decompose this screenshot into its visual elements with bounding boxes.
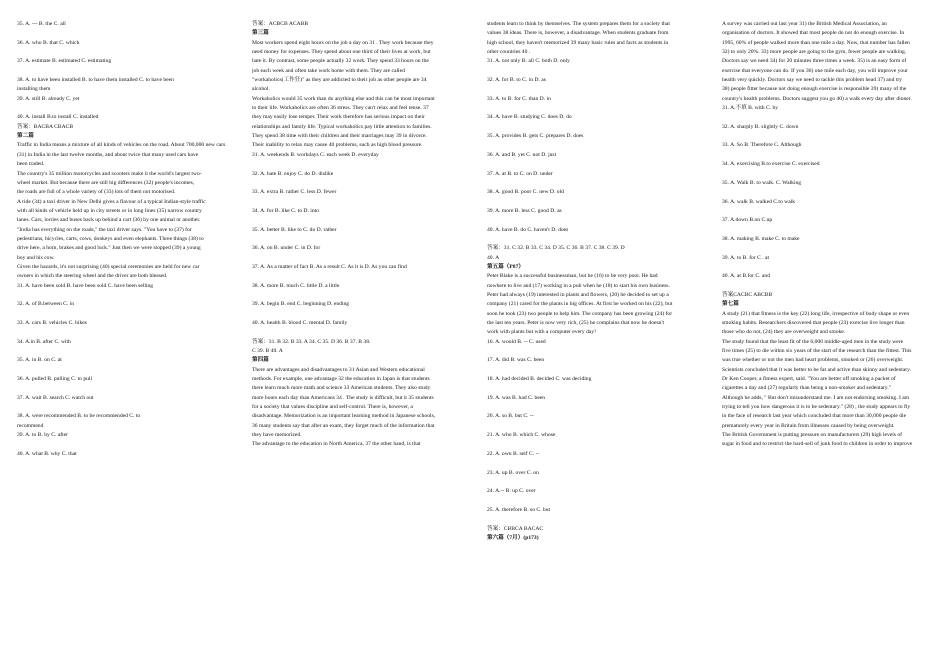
text-line: "India has everything on the roads," the taxi driver says. "You have to (37) for	[17, 226, 192, 233]
text-line: 33. A. So B. Therefore C. Although	[722, 142, 802, 149]
text-line	[17, 328, 235, 337]
text-line	[252, 216, 470, 225]
text-line	[252, 198, 470, 207]
text-line: Scientists concluded that it was better to be fat and active than skinny and sedentary.	[722, 366, 911, 373]
text-line: 40. A. at B.for C. and	[722, 273, 771, 280]
text-line	[17, 29, 235, 38]
text-line	[487, 403, 705, 412]
text-line	[722, 226, 940, 235]
text-line: 37. A. at B. to C. on D. under	[487, 170, 553, 177]
text-line: The country's 35 million motorcycles and scooters make it the world's largest two-	[17, 170, 202, 177]
text-line: 答案：ACBCB ACABB	[252, 21, 309, 27]
text-line	[487, 235, 705, 244]
text-line: 34. A. exercising B.to exercise C. exercised	[722, 161, 820, 168]
text-line	[17, 366, 235, 375]
text-line	[487, 85, 705, 94]
text-line	[722, 170, 940, 179]
text-line: 39. A. begin B. end C. beginning D. ending	[252, 301, 350, 308]
text-line: 31. A. have been sold B. have been sold C. have been selling	[17, 282, 154, 289]
text-line: soon he took (23) two people to help him. The company has been growing (24) for	[487, 310, 673, 317]
text-line: 32. A. for B. to C. in D. as	[487, 77, 546, 84]
text-line: 答案CACBC ABCBB	[722, 291, 773, 298]
text-line: 33. A. extra B. rather C. less D. fewer	[252, 189, 337, 196]
text-line: 38. A. to have been installed B. to have them installed C. to have been	[17, 77, 174, 84]
text-line: exercise that everyone can do. If you 36) one mile each day, you will improve your	[722, 67, 908, 74]
text-line	[252, 160, 470, 169]
text-line: 37. A. wait B. search C. watch out	[17, 394, 94, 401]
text-line: Doctors say we need 34) for 20 minutes three times a week. 35) is an easy form of	[722, 58, 907, 65]
text-line: 20. A. so B. but C. --	[487, 413, 534, 420]
text-line: 36. A. walk B. walked C.to walk	[722, 198, 796, 205]
text-line: A study (21) that fitness is the key (22) long life, irrespective of body shape or even	[722, 310, 910, 317]
text-line: recommend	[17, 422, 44, 429]
text-line: 38. A. making B. make C. to make	[722, 235, 800, 242]
text-line: 40. A. install B.to install C. installed	[17, 114, 99, 121]
text-line: There are advantages and disadvantages to 31 Asian and Western educational	[252, 366, 425, 373]
text-line	[17, 48, 235, 57]
text-line: Their inability to relax may cause 40 problems, such as high blood pressure.	[252, 142, 423, 149]
text-line	[487, 123, 705, 132]
text-line: 33. A. to B. for C. than D. in	[487, 95, 551, 102]
text-line: drive here, a horn, brakes and good luck." Just then we were stopped (39) a young	[17, 245, 201, 252]
section-heading: 第七篇	[722, 301, 739, 308]
text-line: 31. A.不填 B. with C. by	[722, 105, 779, 112]
section-heading: 第四篇	[252, 357, 269, 364]
text-line: boy and his cow.	[17, 254, 55, 261]
text-line: 39. A. still B. already C. yet	[17, 95, 80, 102]
text-line: was true whether or not the men had heart problems, smoked or (26) overweight.	[722, 357, 904, 364]
text-line: 答案：31. B 32. B 33. A 34. C 35. D 36. B 37. B 38.	[252, 338, 371, 345]
text-line: they have memorized.	[252, 432, 302, 439]
text-line: hate it. By contrast, some people actually 32 work. They spend 33 hours on the	[252, 58, 429, 65]
text-line: high school, they haven't memorized 39 many basic rules and facts as students in	[487, 39, 669, 46]
text-line: 38. A. were recommended B. to be recommended C. to	[17, 413, 141, 420]
text-line: Most workers spend eight hours on the job a day on 31 . They work because they	[252, 39, 434, 46]
text-line: 17. A. did B. was C. been	[487, 357, 545, 364]
text-line	[487, 160, 705, 169]
text-line: the last ten years. Peter is now very rich, (25) he complains that now he doesn't	[487, 320, 665, 326]
text-line: organisation of doctors. It showed that most people do not do enough exercise. In	[722, 30, 905, 37]
column-3	[487, 20, 705, 543]
text-line: five times (25) to die within six years of the start of the research than the fittest. This	[722, 348, 912, 355]
text-line	[252, 272, 470, 281]
text-line	[722, 207, 940, 216]
text-line	[252, 310, 470, 319]
text-line	[17, 403, 235, 412]
text-line: 39. A. to B. for C . at	[722, 254, 770, 261]
text-line: 32. A. sharply B. slightly C. down	[722, 123, 799, 130]
text-line	[722, 188, 940, 197]
text-line	[487, 366, 705, 375]
column-4	[722, 20, 940, 450]
text-line: "workaholics(工作狂)" as they are addicted to their job as other people are 34	[252, 77, 427, 84]
text-line	[487, 497, 705, 506]
text-line: 24. A.-- B. up C. over	[487, 488, 536, 495]
text-line	[487, 216, 705, 225]
text-line	[252, 328, 470, 337]
text-line: there learn much more math and science 33 American students. They also study	[252, 385, 431, 392]
text-line: 36. A. who B. that C. which	[17, 39, 80, 46]
text-line	[17, 291, 235, 300]
text-line	[17, 440, 235, 449]
text-line: 32) to only 20%. 33) more people are going to the gym, fewer people are walking.	[722, 49, 907, 56]
text-line: wheel market. But because there are still big differences (32) people's incomes,	[17, 179, 195, 186]
text-line: The study found that the least fit of the 6,000 middle-aged men in the study were	[722, 338, 904, 345]
text-line: 33. A. cars B. vehicles C. bikes	[17, 320, 87, 326]
text-line: 35. A. provides B. gets C. prepares D. does	[487, 133, 584, 140]
section-heading: 第六篇（7月）(p173)	[487, 534, 539, 541]
text-line	[252, 179, 470, 188]
text-line: 37. A. estimate B. estimated C. estimating	[17, 58, 112, 65]
text-line	[487, 515, 705, 524]
text-line: prematurely every year in Britain from illnesses caused by being overweight.	[722, 422, 895, 429]
section-heading: 第二篇	[17, 133, 34, 140]
text-line: values 38 ideas. There is, however, a disadvantage. When students graduate from	[487, 30, 669, 37]
text-line: relationships and family life. Typical workaholics pay little attention to families.	[252, 123, 432, 130]
text-line: 34. A. for B. like C. to D. into	[252, 207, 319, 214]
text-line: with all kinds of vehicle held up in city streets or in long lines (35) narrow country	[17, 207, 202, 214]
text-line: pedestrians, bicycles, carts, cows, donkeys and even elephants. Three things (38) to	[17, 235, 204, 242]
text-line: cigarettes a day and (27) regularly than being a non-smoker and sedentary."	[722, 385, 892, 392]
column-2	[252, 20, 470, 450]
text-line	[487, 347, 705, 356]
text-line: 34. A.in B. after C. with	[17, 338, 71, 345]
text-line: those who do not, (24) they are overweight and smoke.	[722, 329, 846, 336]
text-line	[17, 384, 235, 393]
text-line: to their life. Workaholics are often 36 stress. They can't relax and feel tense. 37	[252, 105, 429, 112]
text-line: Peter had always (19) interested in plants and flowers, (20) he decided to set up a	[487, 291, 669, 298]
text-line: 答案：BACBA CBACB	[17, 123, 74, 130]
text-line: been traded.	[17, 161, 45, 168]
text-line: 38) people fitter because not doing enough exercise is responsible 39) many of the	[722, 86, 907, 93]
text-line: 36. A. on B. under C. in D. for	[252, 245, 321, 252]
text-line: 36 many students say that after an exam, they forget much of the information that	[252, 422, 435, 429]
section-heading: 第五篇（P87）	[487, 263, 524, 270]
text-line	[252, 291, 470, 300]
text-line: 25. A. therefore B. so C. but	[487, 506, 551, 513]
text-line: 34. A. have B. studying C. does D. do	[487, 114, 572, 121]
text-line	[722, 151, 940, 160]
text-line: job each week and often take work home with them. They are called	[252, 67, 405, 74]
text-line: 21. A. who B. which C. whose	[487, 432, 556, 439]
text-line: Dr Ken Cooper, a fitness expert, said. "You are better off smoking a packet of	[722, 376, 896, 383]
text-line: Workaholics would 35 work than do anything else and this can be most important	[252, 95, 435, 102]
column-1	[17, 20, 235, 459]
text-line: installing them	[17, 86, 51, 93]
text-line: A survey was carried out last year 31) the British Medical Association, an	[722, 21, 887, 27]
text-line: 35. A. --- B. the C. all	[17, 21, 66, 27]
text-line: 35. A. Walk B. to walk. C. Walking	[722, 179, 802, 186]
text-line	[487, 440, 705, 449]
text-line: 40. A	[487, 254, 500, 261]
text-line: The advantage to the education in North America, 37 the other hand, is that	[252, 441, 421, 448]
text-line: 36. A. and B. yet C. not D. just	[487, 151, 557, 158]
text-line: They spend 38 time with their children and their marriages may 39 in divorce.	[252, 133, 427, 140]
text-line	[17, 67, 235, 76]
text-line: nowhere to live and (17) working in a pub when he (18) to start his own business.	[487, 282, 670, 289]
text-line: C 39. B 40. A	[252, 348, 283, 355]
text-line: 38. A. good B. poor C. new D. old	[487, 189, 564, 196]
text-line	[487, 67, 705, 76]
text-line	[487, 179, 705, 188]
section-heading: 第三篇	[252, 30, 269, 37]
text-line: 31. A. weekends B. workdays C. each week D. everyday	[252, 151, 379, 158]
text-line: country's health problems. Doctors suggest you go 40) a walk every day after dinner.	[722, 95, 912, 102]
text-line: Traffic in India means a mixture of all kinds of vehicles on the road. About 700,000 new cars	[17, 142, 226, 149]
text-line: 32. A. hate B. enjoy C. do D. dislike	[252, 170, 334, 177]
text-line: Given the hazards, it's not surprising (40) special ceremonies are held for new car	[17, 263, 200, 270]
text-line	[487, 104, 705, 113]
text-line: (31) in India in the last twelve months, and about twice that many used cars have	[17, 151, 199, 158]
text-line: disadvantage. Memorization is an important learning method in Japanese schools,	[252, 413, 436, 420]
text-line: 39. A. to B. by C. after	[17, 432, 68, 439]
text-line: smoking habits. Researchers discovered that people (23) exercise live longer than	[722, 320, 905, 326]
text-line	[722, 263, 940, 272]
text-line: The British Government is putting pressure on manufacturers (29) high levels of	[722, 432, 903, 439]
text-line: other countries 40 .	[487, 49, 531, 56]
text-line: 40. A. what B. why C. that	[17, 450, 77, 457]
text-line: 31. A. not only B. all C. both D. only	[487, 58, 570, 65]
text-line	[487, 422, 705, 431]
text-line: 19. A. was B. had C. been	[487, 394, 546, 401]
text-line: trying to tell you how dangerous it is to be sedentary." (28) , the study appears to fly	[722, 404, 911, 411]
text-line	[487, 141, 705, 150]
text-line: 36. A. pulled B. pulling C. to pull	[17, 376, 93, 383]
text-line: they may easily lose temper. Their work therefore has serious impact on their	[252, 114, 425, 121]
text-line: 40. A. have B. do C. haven't D. does	[487, 226, 569, 233]
text-line	[252, 235, 470, 244]
text-line: 38. A. more B. much C. little D. a little	[252, 282, 340, 289]
text-line: 18. A. had decided B. decided C. was deciding	[487, 376, 592, 383]
text-line	[17, 347, 235, 356]
text-line: 35. A. in B. on C. at	[17, 357, 62, 364]
text-line: the roads are full of a whole variety of (33) lots of them not motorised.	[17, 189, 176, 196]
text-line: more hours each day than Americans 34 . The study is difficult, but it 35 students	[252, 394, 434, 401]
text-line	[722, 282, 940, 291]
text-line: alcohol.	[252, 86, 270, 93]
text-line: A ride (34) a taxi driver in New Delhi gives a flavour of a typical Indian-style traffic	[17, 198, 206, 205]
text-line: 16. A. would B. -- C. used	[487, 338, 546, 345]
text-line: 答案：31. C 32. B 33. C 34. D 35. C 36. B 37. C 38. C 39. D	[487, 245, 625, 252]
text-line: 1995, 60% of people walked more than one mile a day. Now, that number has fallen	[722, 39, 910, 46]
text-line: 37. A. As a matter of fact B. As a result C. As it is D. As you can find	[252, 263, 407, 270]
text-line: work with plants but with a computer every day!	[487, 329, 597, 336]
text-line	[722, 132, 940, 141]
text-line	[487, 384, 705, 393]
text-line	[487, 478, 705, 487]
text-line: Although he adds, " But don't misunderstand me. I am not endorsing smoking. I am	[722, 394, 910, 401]
text-line: 32. A. of B.between C. in	[17, 301, 75, 308]
text-line: 22. A. own B. self C. --	[487, 450, 540, 457]
text-line: sugar in food and to restrict the hard-sell of junk food to children in order to improve	[722, 441, 913, 448]
text-line: in the face of research last year which concluded that more than 30,000 people die	[722, 413, 907, 420]
text-line	[722, 244, 940, 253]
text-line: 答案：CBBCA BACAC	[487, 525, 544, 532]
text-line	[252, 254, 470, 263]
text-line: methods. For example, one advantage 32 the education in Japan is that students	[252, 376, 430, 383]
text-line: 23. A. up B. over C. on	[487, 469, 539, 476]
text-line	[17, 310, 235, 319]
text-line: owners in which the steering wheel and the driver are both blessed.	[17, 273, 168, 280]
text-line: students learn to think by themselves. The system prepares them for a society that	[487, 21, 670, 27]
text-line	[722, 113, 940, 122]
text-line: 40. A. health B. blood C. mental D. family	[252, 320, 348, 326]
text-line: lanes. Cars, lorries and buses back up behind a cart (36) by one animal or another.	[17, 217, 201, 224]
text-line: health very quickly. Doctors say we need to tackle this problem head 37) and try	[722, 77, 902, 84]
text-line: 39. A. more B. less C. good D. as	[487, 207, 562, 214]
text-line	[17, 104, 235, 113]
text-line: 35. A. better B. like to C. do D. rather	[252, 226, 337, 233]
text-line: company (21) cared for the plants in big offices. At first he worked on his (22), but	[487, 301, 673, 308]
text-line	[487, 198, 705, 207]
text-line: need money for expenses. They spend about one third of their lives at work, but	[252, 49, 431, 56]
text-line: 37. A.down B.on C.up	[722, 217, 773, 224]
text-line: for a society that values discipline and self-control. There is, however, a	[252, 404, 413, 411]
text-line: Peter Blake is a successful businessman, but he (16) to be very poor. He had	[487, 273, 658, 280]
text-line	[487, 459, 705, 468]
